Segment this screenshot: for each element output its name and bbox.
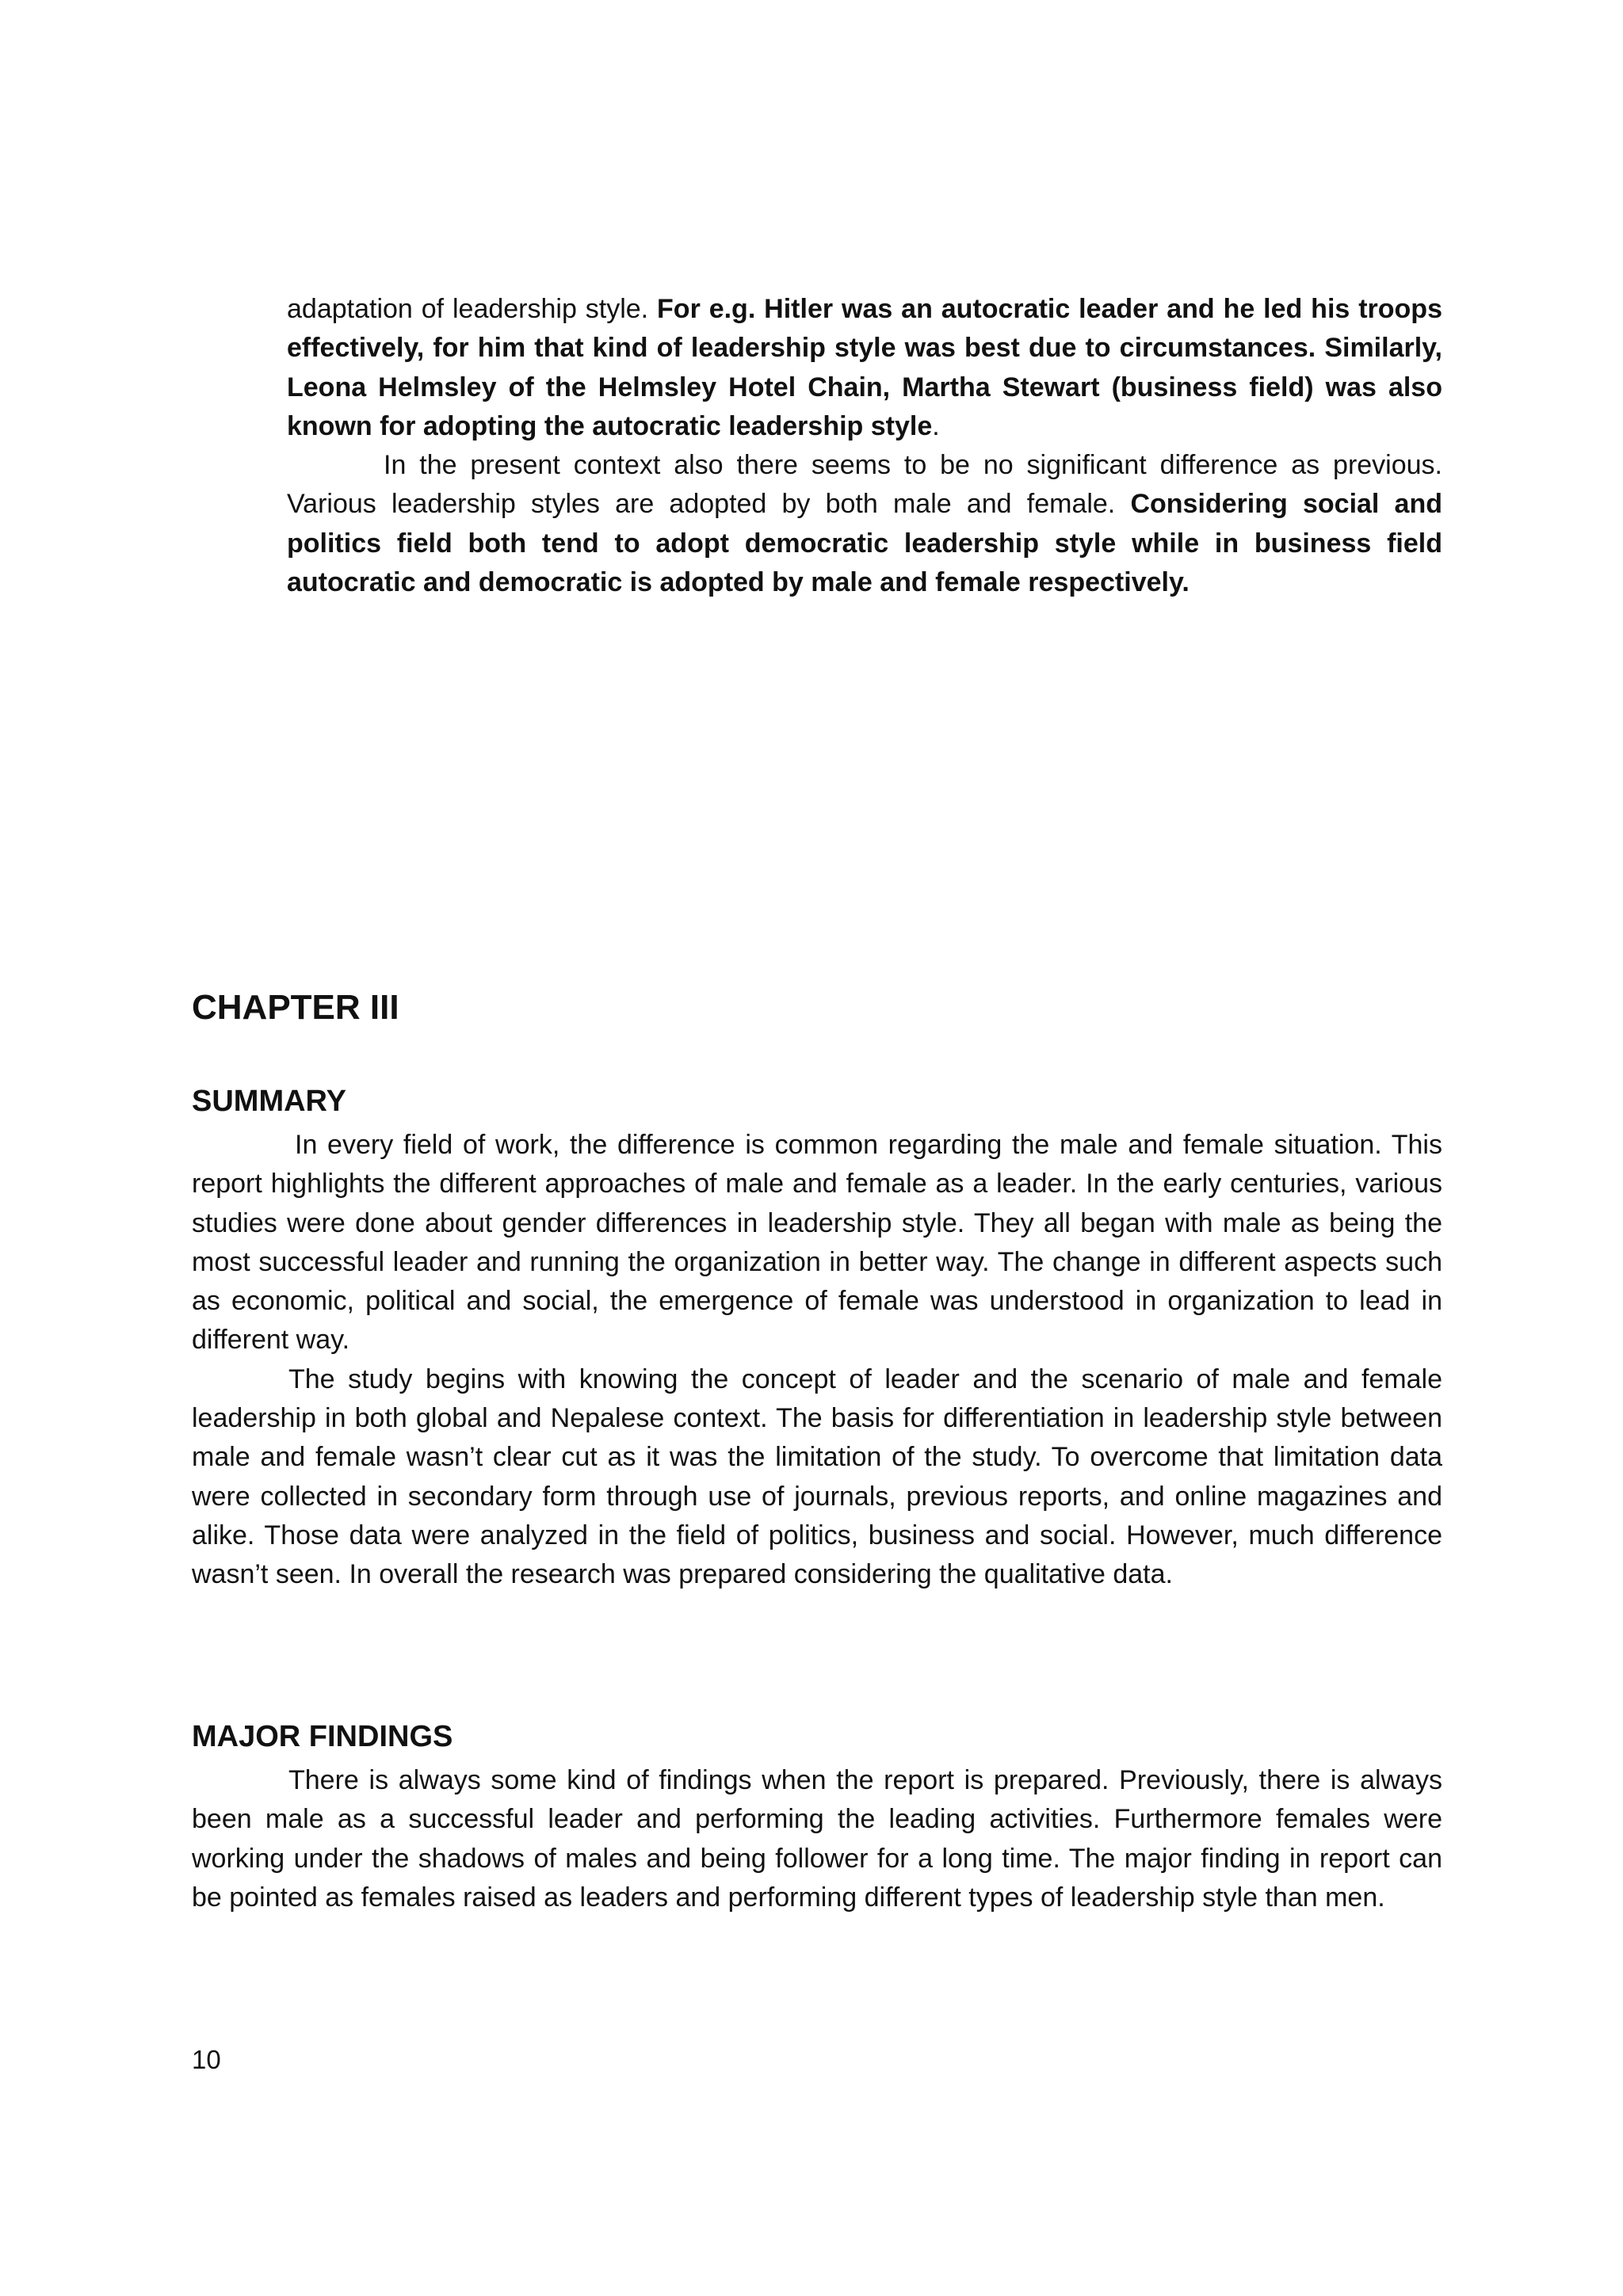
intro-paragraph-1 — [287, 290, 1442, 446]
summary-paragraph-2: The study begins with knowing the concept of leader and the scenario of male and female leadership in both global and Nepalese context. The basis for differentiation in leadership style between male and female wasn’t clear cut as it was the limitation of the study. To overcome that limitation data were collected in secondary form through use of journals, previous reports, and online magazines and alike. Those data were analyzed in the field of politics, business and social. However, much difference wasn’t seen. In overall the research was prepared considering the qualitative data. — [192, 1363, 1442, 1590]
intro-paragraph-2-start: In the present context also there seems to be no significant difference as previous. Various leadership styles are adopted by both male and female. — [287, 450, 1442, 520]
summary-paragraph-1: In every field of work, the difference is common regarding the male and female situation. This report highlights the different approaches of male and female as a leader. In the early centuries, various studies were done about gender differences in leadership style. They all began with male as being the most successful leader and running the organization in better way. The change in different aspects such as economic, political and social, the emergence of female was understood in organization to lead in different way. — [192, 1130, 1442, 1356]
major-findings-heading: MAJOR FINDINGS — [192, 1720, 453, 1753]
major-findings-paragraph-1: There is always some kind of findings when the report is prepared. Previously, there is always been male as a successful leader and performing the leading activities. Furthermore females were working under the shadows of males and being follower for a long time. The major finding in report can be pointed as females raised as leaders and performing different types of leadership style than men. — [192, 1765, 1442, 1913]
intro-paragraph-1-end: . — [932, 410, 940, 441]
intro-paragraph-1-start: adaptation of leadership style. — [287, 294, 658, 324]
summary-text-block — [192, 1126, 1442, 1595]
intro-text-block — [287, 290, 1442, 602]
intro-paragraph-1-bold: For e.g. Hitler was an autocratic leader and he led his troops effectively, for him that kind of leadership style was best due to circumstances. Similarly, Leona Helmsley of the Helmsley Hotel Chain, Martha Stewart (business field) was also known for adopting the autocratic leadership style — [287, 294, 1442, 441]
page-number: 10 — [192, 2045, 221, 2074]
intro-paragraph-2 — [287, 446, 1442, 602]
intro-paragraph-2-bold: Considering social and politics field both tend to adopt democratic leadership style while in business field autocratic and democratic is adopted by male and female respectively. — [287, 489, 1442, 598]
chapter-title: CHAPTER III — [192, 988, 399, 1027]
major-findings-text-block — [192, 1761, 1442, 1917]
summary-heading: SUMMARY — [192, 1085, 346, 1118]
